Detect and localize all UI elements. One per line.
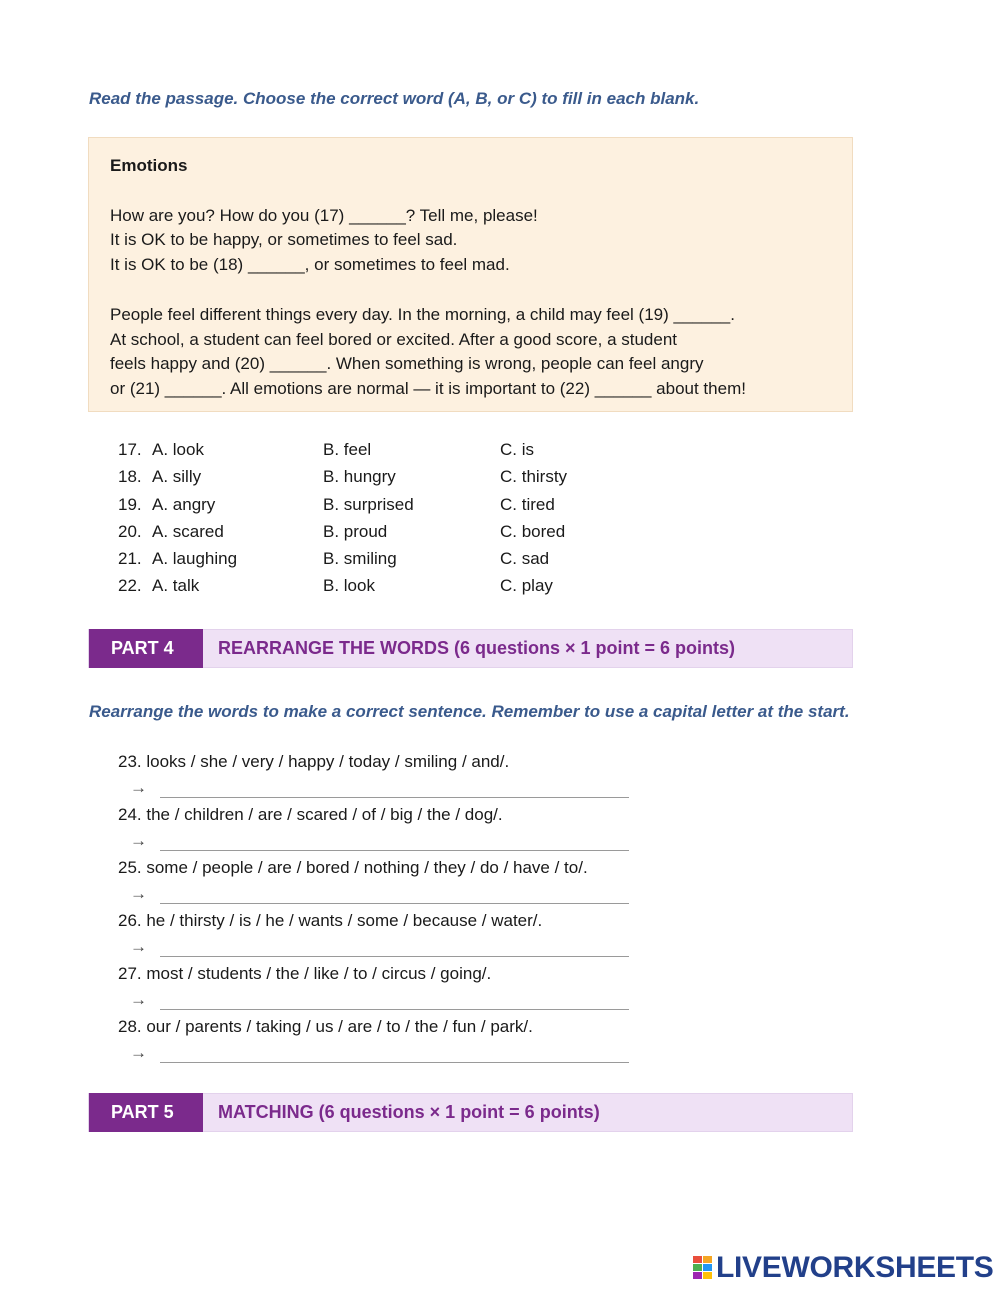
answer-line[interactable] (160, 850, 629, 851)
rearrange-question: 28. our / parents / taking / us / are / to / the / fun / park/. (118, 1017, 533, 1036)
passage-line: People feel different things every day. In the morning, a child may feel (19) ______. (110, 304, 735, 324)
option-b[interactable]: B. look (323, 576, 375, 596)
rearrange-question: 23. looks / she / very / happy / today / smiling / and/. (118, 752, 510, 771)
rearrange-question: 25. some / people / are / bored / nothing / they / do / have / to/. (118, 858, 588, 877)
question-number: 22. (118, 576, 142, 596)
option-a[interactable]: A. silly (152, 467, 202, 487)
option-a[interactable]: A. look (152, 440, 204, 459)
passage-title: Emotions (110, 156, 188, 175)
rearrange-question: 26. he / thirsty / is / he / wants / some / because / water/. (118, 911, 543, 930)
passage-line: It is OK to be (18) ______, or sometimes to feel mad. (110, 255, 510, 275)
logo-mark-icon (693, 1256, 713, 1280)
option-b[interactable]: B. surprised (323, 494, 414, 514)
liveworksheets-logo (693, 1252, 994, 1284)
arrow-icon: → (130, 990, 147, 1009)
question-number: 20. (118, 521, 142, 541)
question-number: 17. (118, 440, 142, 459)
option-a[interactable]: A. scared (152, 521, 224, 541)
answer-line[interactable] (160, 797, 629, 798)
part-5-header (88, 1093, 853, 1132)
option-b[interactable]: B. feel (323, 440, 372, 459)
option-b[interactable]: B. smiling (323, 549, 397, 569)
part-4-title: REARRANGE THE WORDS (6 questions × 1 point = 6 points) (218, 638, 736, 658)
option-c[interactable]: C. play (500, 576, 553, 596)
question-number: 21. (118, 549, 142, 569)
passage-line: feels happy and (20) ______. When something is wrong, people can feel angry (110, 354, 704, 374)
arrow-icon: → (130, 884, 147, 903)
rearrange-instruction: Rearrange the words to make a correct sentence. Remember to use a capital letter at the start. (89, 702, 850, 721)
option-a[interactable]: A. laughing (152, 549, 238, 569)
part-5-title: MATCHING (6 questions × 1 point = 6 points) (218, 1102, 600, 1122)
question-number: 18. (118, 467, 142, 487)
reading-instruction: Read the passage. Choose the correct word (A, B, or C) to fill in each blank. (89, 89, 700, 108)
answer-line[interactable] (160, 956, 629, 957)
option-c[interactable]: C. bored (500, 521, 566, 541)
question-number: 19. (118, 494, 142, 514)
part-4-label: PART 4 (89, 629, 203, 668)
option-b[interactable]: B. hungry (323, 467, 396, 487)
passage-box (88, 137, 853, 412)
part-4-header (88, 629, 853, 668)
option-c[interactable]: C. sad (500, 549, 550, 569)
passage-line: It is OK to be happy, or sometimes to feel sad. (110, 230, 458, 250)
passage-line: How are you? How do you (17) ______? Tell me, please! (110, 205, 538, 225)
passage-line: or (21) ______. All emotions are normal — it is important to (22) ______ about them! (110, 379, 746, 399)
option-c[interactable]: C. thirsty (500, 467, 568, 487)
part-5-label: PART 5 (89, 1093, 203, 1132)
rearrange-question: 27. most / students / the / like / to / circus / going/. (118, 964, 492, 983)
answer-line[interactable] (160, 1009, 629, 1010)
arrow-icon: → (130, 831, 147, 850)
option-a[interactable]: A. angry (152, 494, 216, 514)
logo-text: LIVEWORKSHEETS (716, 1251, 994, 1284)
option-b[interactable]: B. proud (323, 521, 388, 541)
arrow-icon: → (130, 1043, 147, 1062)
answer-line[interactable] (160, 1062, 629, 1063)
arrow-icon: → (130, 778, 147, 797)
rearrange-question: 24. the / children / are / scared / of / big / the / dog/. (118, 805, 503, 824)
answer-line[interactable] (160, 903, 629, 904)
option-c[interactable]: C. tired (500, 494, 555, 514)
option-a[interactable]: A. talk (152, 576, 200, 596)
option-c[interactable]: C. is (500, 440, 534, 459)
arrow-icon: → (130, 937, 147, 956)
passage-line: At school, a student can feel bored or excited. After a good score, a student (110, 329, 678, 349)
